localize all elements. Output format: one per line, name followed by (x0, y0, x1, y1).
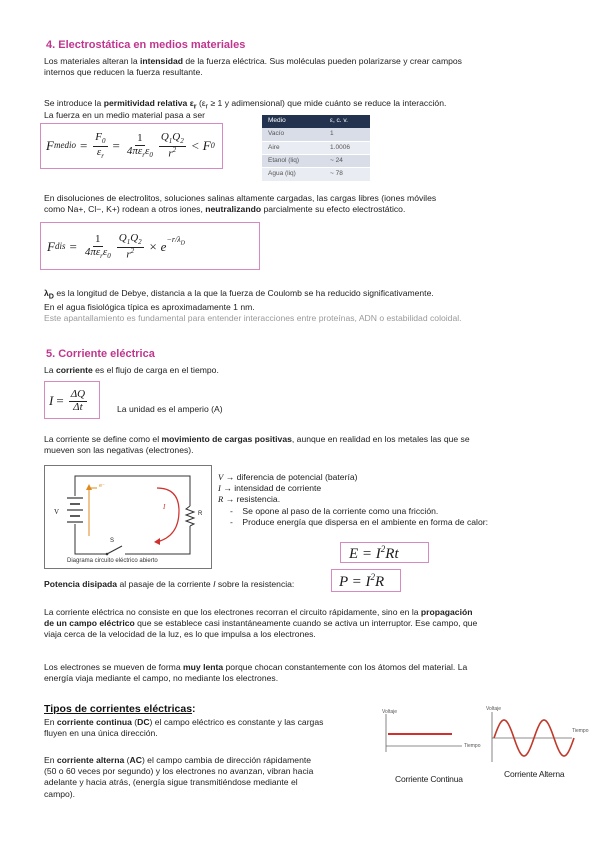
circuit-definitions: V → diferencia de potencial (batería) I → intensidad de corriente R → resistencia. - Se opone al paso de la corriente como una fricción. - Produce energía que dispersa en el ambiente en forma de calor: (218, 472, 488, 527)
dc-graph (378, 708, 481, 788)
electron-flow-line (89, 488, 97, 536)
ac-ylabel: Voltaje (486, 706, 502, 712)
current-flow-arc (157, 488, 179, 542)
s4-permittivity-line: Se introduce la permitividad relativa $\varepsilon_r$ ($\varepsilon_r \ge 1$ y adimensional) que mide cuánto se reduce la interacción. (44, 98, 447, 111)
ac-caption: Corriente Alterna (504, 769, 565, 779)
s4-force-intro: La fuerza en un medio material pasa a ser (44, 110, 205, 120)
circuit-caption: Diagrama circuito eléctrico abierto (67, 558, 158, 564)
table-row: Vacío 1 (262, 128, 370, 141)
permittivity-table (262, 115, 370, 182)
table-header-row (262, 115, 370, 128)
formula-box-f-dis: F dis = $\frac{1}{4\pi\varepsilon_r\varepsilon_0}$ $\frac{Q_1Q_2}{r^2}$ × e $^{-r/\lambda_D}$ (40, 222, 260, 270)
current-types-heading: Tipos de corrientes eléctricas: (44, 703, 196, 715)
resistor-zigzag (186, 506, 194, 526)
table-header-medio: Medio (262, 115, 324, 128)
s4-paragraph-1: Los materiales alteran la intensidad de la fuerza eléctrica. Sus moléculas pueden polarizarse y crear campos internos que reducen la fuerza resultante. (44, 56, 462, 78)
power-dissipated-line: Potencia disipada al pasaje de la corriente I sobre la resistencia: (44, 579, 295, 589)
s4-electrolyte-paragraph: En disoluciones de electrolitos, soluciones salinas altamente cargadas, las cargas libres (iones móviles como Na+, Cl−, K+) rodean a otros iones, neutralizando parcialmente su efecto electrostático. (44, 193, 437, 215)
formula-box-f-medio: F medio = $\frac{F_0}{\varepsilon_r}$ = $\frac{1}{4\pi\varepsilon_r\varepsilon_0}$ $\frac{Q_1Q_2}{r^2}$ < F 0 (40, 123, 223, 169)
table-header-epsilon: ε, c. v. (324, 115, 370, 128)
table-row: Agua (liq) ~ 78 (262, 168, 370, 181)
s5-unit-text: La unidad es el amperio (A) (117, 404, 223, 414)
dc-xlabel: Tiempo (464, 743, 481, 749)
circuit-label-s: S (110, 538, 115, 544)
s5-current-definition: La corriente es el flujo de carga en el tiempo. (44, 365, 219, 375)
switch-pivot (106, 553, 109, 556)
formula-box-power: $P = I^2R$ (331, 569, 401, 592)
electron-flow-arrowhead (86, 484, 92, 490)
dc-caption: Corriente Continua (395, 774, 463, 784)
ac-xlabel: Tiempo (572, 728, 589, 734)
dc-paragraph: En corriente continua (DC) el campo eléctrico es constante y las cargas fluyen en una única dirección. (44, 717, 324, 739)
formula-box-energy: $E = I^2Rt$ (340, 542, 429, 563)
circuit-label-i: I (163, 503, 166, 511)
table-row: Aire 1.0006 (262, 141, 370, 154)
circuit-wire-bottom-left (75, 524, 107, 554)
dc-graph-svg (378, 708, 478, 768)
current-flow-arrowhead (154, 538, 160, 545)
circuit-label-r: R (198, 511, 203, 517)
circuit-svg (45, 466, 211, 568)
dc-ylabel: Voltaje (382, 709, 398, 715)
circuit-wire-top (75, 476, 190, 506)
s5-propagation-paragraph: La corriente eléctrica no consiste en que los electrones recorran el circuito rápidamente, sino en la propagación de un campo eléctrico que se establece casi instantáneamente cuando se activa un interruptor. Ese campo, que viaja cerca de la velocidad de la luz, es lo que impulsa a los electrones. (44, 607, 478, 640)
s4-debye-paragraph: $\lambda_D$ es la longitud de Debye, distancia a la que la fuerza de Coulomb se ha reducido significativamente. En el agua fisiológica típica es aproximadamente 1 nm. Este apantallamiento es fundamental para entender interacciones entre proteínas, ADN o estabilidad coloidal. (44, 288, 462, 324)
circuit-label-v: V (54, 508, 60, 516)
s5-slow-electrons-paragraph: Los electrones se mueven de forma muy lenta porque chocan constantemente con los átomos del material. La energía viaja mediante el campo, no mediante los electrones. (44, 662, 468, 684)
circuit-diagram (44, 465, 212, 569)
switch-lever (107, 546, 122, 554)
formula-box-current: I = $\frac{\Delta Q}{\Delta t}$ (44, 381, 100, 419)
ac-graph (484, 706, 589, 786)
ac-paragraph: En corriente alterna (AC) el campo cambia de dirección rápidamente (50 o 60 veces por segundo) y los electrones no avanzan, vibran hacia adelante y hacia atrás, (energía sigue transmitiéndose mediante el campo). (44, 755, 314, 799)
section-5-heading: 5. Corriente eléctrica (46, 348, 155, 360)
table-row: Etanol (liq) ~ 24 (262, 154, 370, 167)
s5-positive-charge-paragraph: La corriente se define como el movimiento de cargas positivas, aunque en realidad en los metales las que se mueven son las negativas (electrones). (44, 434, 470, 456)
ac-graph-svg (484, 706, 584, 768)
section-4-heading: 4. Electrostática en medios materiales (46, 39, 246, 51)
circuit-label-electron: e⁻ (99, 483, 105, 489)
